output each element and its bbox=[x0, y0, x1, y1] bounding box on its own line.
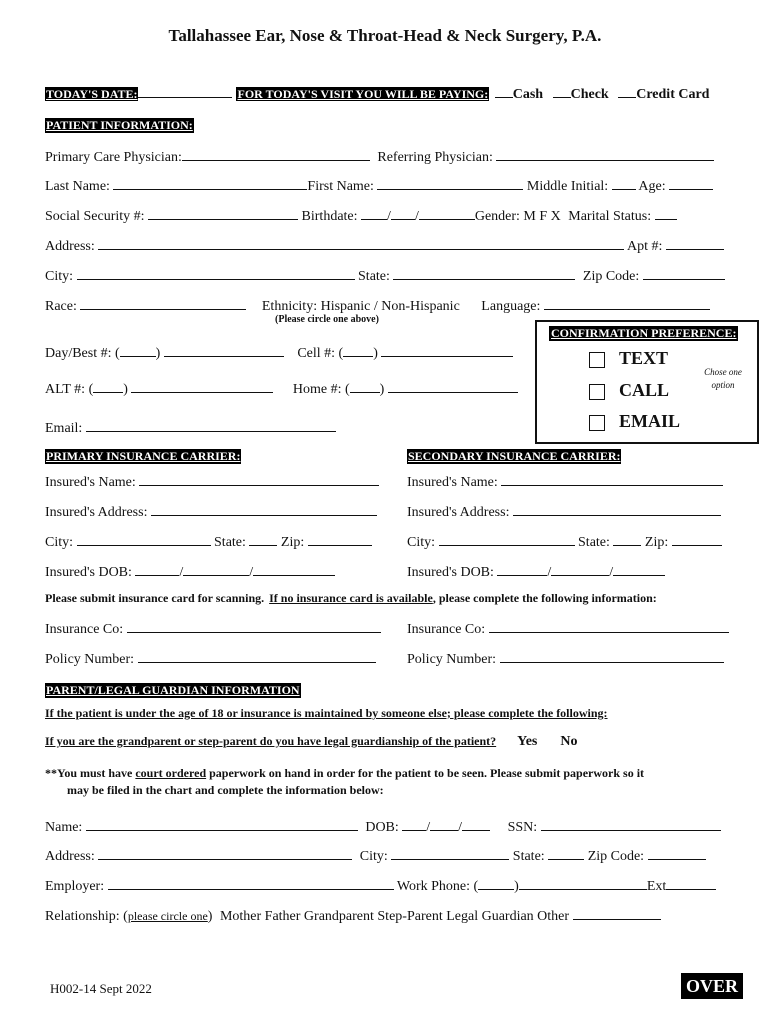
secondary-policy-field[interactable] bbox=[500, 649, 724, 663]
language-label: Language: bbox=[481, 299, 541, 314]
first-name-label: First Name: bbox=[307, 179, 374, 194]
submit-card-text: Please submit insurance card for scanning. bbox=[45, 591, 265, 605]
primary-city-row bbox=[45, 532, 372, 551]
court-order-line2: may be filed in the chart and complete the information below: bbox=[67, 783, 384, 797]
primary-address-label: Insured's Address: bbox=[45, 505, 148, 520]
language-field[interactable] bbox=[544, 296, 710, 310]
zip-field[interactable] bbox=[643, 266, 725, 280]
guardian-dob-month[interactable] bbox=[402, 817, 426, 831]
call-checkbox[interactable] bbox=[589, 384, 605, 400]
text-checkbox[interactable] bbox=[589, 352, 605, 368]
guardian-state-label: State: bbox=[512, 849, 545, 864]
secondary-company-field[interactable] bbox=[489, 619, 729, 633]
insurance-note bbox=[45, 591, 657, 606]
primary-state-label: State: bbox=[214, 535, 246, 550]
guardian-dob-year[interactable] bbox=[462, 817, 490, 831]
employer-label: Employer: bbox=[45, 879, 105, 894]
apt-label: Apt #: bbox=[627, 239, 663, 254]
work-phone-paren: ) bbox=[514, 879, 519, 894]
city-row bbox=[45, 266, 725, 285]
court-pre: **You must have bbox=[45, 766, 136, 780]
email-field[interactable] bbox=[86, 418, 336, 432]
email-option[interactable] bbox=[589, 411, 680, 432]
guardian-dob-label: DOB: bbox=[365, 820, 399, 835]
cell-area-field[interactable] bbox=[343, 343, 373, 357]
confirmation-header: CONFIRMATION PREFERENCE: bbox=[551, 326, 737, 340]
guardian-state-field[interactable] bbox=[548, 846, 584, 860]
secondary-address-field-2[interactable] bbox=[609, 502, 721, 516]
secondary-dob-label: Insured's DOB: bbox=[407, 565, 494, 580]
court-order-note bbox=[45, 766, 644, 781]
daybest-area-field[interactable] bbox=[120, 343, 156, 357]
zip-label: Zip Code: bbox=[582, 269, 640, 284]
apt-field[interactable] bbox=[666, 236, 724, 250]
email-option-label: EMAIL bbox=[619, 411, 681, 431]
ext-field[interactable] bbox=[666, 876, 716, 890]
call-option-label: CALL bbox=[619, 380, 670, 400]
primary-zip-field[interactable] bbox=[308, 532, 372, 546]
secondary-name-label: Insured's Name: bbox=[407, 475, 498, 490]
secondary-company-row bbox=[407, 619, 729, 638]
guardian-name-row: Name: DOB: / / SSN: bbox=[45, 817, 721, 836]
birth-day-field[interactable] bbox=[391, 206, 415, 220]
employer-row bbox=[45, 876, 716, 895]
age-field[interactable] bbox=[669, 176, 713, 190]
page-title: Tallahassee Ear, Nose & Throat-Head & Neck Surgery, P.A. bbox=[168, 26, 602, 45]
ext-label: Ext bbox=[646, 879, 667, 894]
secondary-city-field[interactable] bbox=[439, 532, 575, 546]
referring-field[interactable] bbox=[496, 147, 714, 161]
primary-dob-day[interactable] bbox=[183, 562, 249, 576]
under-18-note: If the patient is under the age of 18 or insurance is maintained by someone else; please complete the following: bbox=[45, 706, 608, 720]
home-paren: ) bbox=[379, 382, 385, 397]
no-option[interactable]: No bbox=[560, 734, 578, 749]
middle-initial-label: Middle Initial: bbox=[526, 179, 609, 194]
secondary-address-row bbox=[407, 502, 721, 521]
email-row bbox=[45, 418, 336, 437]
work-phone-field[interactable] bbox=[519, 876, 647, 890]
race-field[interactable] bbox=[80, 296, 246, 310]
work-phone-label: Work Phone: ( bbox=[396, 879, 479, 894]
daybest-paren: ) bbox=[155, 346, 161, 361]
guardian-ssn-field[interactable] bbox=[541, 817, 721, 831]
city-field[interactable] bbox=[77, 266, 355, 280]
birthdate-label: Birthdate: bbox=[301, 209, 358, 224]
complete-info-text: , please complete the following information: bbox=[432, 591, 657, 605]
work-phone-area-field[interactable] bbox=[478, 876, 514, 890]
cell-paren: ) bbox=[373, 346, 378, 361]
primary-zip-label: Zip: bbox=[280, 535, 305, 550]
circle-note: (Please circle one above) bbox=[275, 314, 379, 325]
alt-row bbox=[45, 379, 518, 398]
employer-field[interactable] bbox=[108, 876, 394, 890]
grandparent-row bbox=[45, 734, 578, 750]
cash-blank[interactable] bbox=[495, 84, 513, 98]
daybest-field[interactable] bbox=[164, 343, 284, 357]
todays-date-field[interactable] bbox=[138, 84, 232, 98]
primary-company-label: Insurance Co: bbox=[45, 622, 124, 637]
home-field[interactable] bbox=[388, 379, 518, 393]
primary-dob-month[interactable] bbox=[135, 562, 179, 576]
secondary-dob-day[interactable] bbox=[551, 562, 609, 576]
secondary-zip-label: Zip: bbox=[644, 535, 669, 550]
form-code: H002-14 Sept 2022 bbox=[50, 981, 152, 996]
secondary-company-label: Insurance Co: bbox=[407, 622, 486, 637]
secondary-state-label: State: bbox=[578, 535, 610, 550]
address-row bbox=[45, 236, 724, 255]
guardian-address-row bbox=[45, 846, 706, 865]
address-label: Address: bbox=[45, 239, 95, 254]
alt-field[interactable] bbox=[131, 379, 273, 393]
alt-paren: ) bbox=[123, 382, 128, 397]
text-option[interactable] bbox=[589, 348, 668, 369]
age-label: Age: bbox=[638, 179, 666, 194]
city-label: City: bbox=[45, 269, 74, 284]
primary-dob-label: Insured's DOB: bbox=[45, 565, 132, 580]
guardian-address-label: Address: bbox=[45, 849, 95, 864]
address-field[interactable] bbox=[98, 236, 624, 250]
credit-card-blank[interactable] bbox=[618, 84, 636, 98]
marital-field[interactable] bbox=[655, 206, 677, 220]
gender-label: Gender: M F X bbox=[474, 209, 561, 224]
secondary-city-label: City: bbox=[407, 535, 436, 550]
state-label: State: bbox=[358, 269, 390, 284]
primary-policy-label: Policy Number: bbox=[45, 652, 135, 667]
last-name-field[interactable] bbox=[113, 176, 307, 190]
court-post: paperwork on hand in order for the patient to be seen. Please submit paperwork so it bbox=[206, 766, 645, 780]
confirmation-box bbox=[535, 320, 759, 444]
primary-company-field[interactable] bbox=[127, 619, 381, 633]
alt-area-field[interactable] bbox=[93, 379, 123, 393]
relationship-paren: ) bbox=[207, 909, 213, 924]
relationship-options[interactable]: Mother Father Grandparent Step-Parent Legal Guardian Other bbox=[219, 909, 570, 924]
guardian-name-label: Name: bbox=[45, 820, 83, 835]
primary-policy-field[interactable] bbox=[138, 649, 376, 663]
pcp-row bbox=[45, 147, 714, 166]
pcp-field[interactable] bbox=[182, 147, 370, 161]
middle-initial-field[interactable] bbox=[612, 176, 636, 190]
secondary-city-row bbox=[407, 532, 722, 551]
guardian-header: PARENT/LEGAL GUARDIAN INFORMATION bbox=[46, 683, 300, 697]
primary-city-field[interactable] bbox=[77, 532, 211, 546]
patient-info-header: PATIENT INFORMATION: bbox=[46, 118, 193, 132]
ssn-row: Social Security #: Birthdate: / / Gender: M F X Marital Status: bbox=[45, 206, 677, 225]
secondary-address-label: Insured's Address: bbox=[407, 505, 510, 520]
name-row bbox=[45, 176, 713, 195]
email-checkbox[interactable] bbox=[589, 415, 605, 431]
guardian-city-label: City: bbox=[359, 849, 388, 864]
check-blank[interactable] bbox=[553, 84, 571, 98]
alt-label: ALT #: ( bbox=[45, 382, 94, 397]
cell-label: Cell #: ( bbox=[297, 346, 344, 361]
cell-field[interactable] bbox=[381, 343, 513, 357]
primary-name-field[interactable] bbox=[139, 472, 379, 486]
ssn-label: Social Security #: bbox=[45, 209, 145, 224]
pcp-label: Primary Care Physician: bbox=[45, 150, 182, 165]
daybest-row bbox=[45, 343, 513, 362]
birth-year-field[interactable] bbox=[419, 206, 475, 220]
guardian-ssn-label: SSN: bbox=[507, 820, 538, 835]
state-field[interactable] bbox=[393, 266, 575, 280]
home-area-field[interactable] bbox=[350, 379, 380, 393]
last-name-label: Last Name: bbox=[45, 179, 110, 194]
primary-insurance-header: PRIMARY INSURANCE CARRIER: bbox=[46, 449, 241, 463]
guardian-zip-label: Zip Code: bbox=[587, 849, 645, 864]
primary-address-field[interactable] bbox=[151, 502, 377, 516]
ethnicity-label: Ethnicity: Hispanic / Non-Hispanic bbox=[261, 299, 460, 314]
text-option-label: TEXT bbox=[619, 348, 669, 368]
secondary-state-field[interactable] bbox=[613, 532, 641, 546]
secondary-dob-year[interactable] bbox=[613, 562, 665, 576]
no-card-text: If no insurance card is available bbox=[269, 591, 433, 605]
primary-dob-year[interactable] bbox=[253, 562, 335, 576]
secondary-dob-month[interactable] bbox=[497, 562, 547, 576]
credit-card-option: Credit Card bbox=[636, 87, 710, 102]
primary-company-row bbox=[45, 619, 381, 638]
guardian-dob-day[interactable] bbox=[430, 817, 458, 831]
secondary-policy-row bbox=[407, 649, 724, 668]
secondary-policy-label: Policy Number: bbox=[407, 652, 497, 667]
race-label: Race: bbox=[45, 299, 77, 314]
daybest-label: Day/Best #: ( bbox=[45, 346, 120, 361]
secondary-address-field-1[interactable] bbox=[513, 502, 609, 516]
call-option[interactable] bbox=[589, 380, 669, 401]
secondary-name-field[interactable] bbox=[501, 472, 723, 486]
yes-option[interactable]: Yes bbox=[517, 734, 538, 749]
primary-state-field[interactable] bbox=[249, 532, 277, 546]
guardian-name-field[interactable] bbox=[86, 817, 358, 831]
guardian-address-field[interactable] bbox=[98, 846, 352, 860]
check-option: Check bbox=[570, 87, 609, 102]
first-name-field[interactable] bbox=[377, 176, 523, 190]
chose-one-note: Chose one option bbox=[704, 367, 742, 390]
birth-month-field[interactable] bbox=[361, 206, 387, 220]
cash-option: Cash bbox=[512, 87, 544, 102]
referring-label: Referring Physician: bbox=[377, 150, 493, 165]
relationship-row bbox=[45, 906, 661, 925]
over-label: OVER bbox=[681, 973, 743, 999]
guardian-city-field[interactable] bbox=[391, 846, 509, 860]
primary-dob-row: Insured's DOB: / / bbox=[45, 562, 335, 581]
paying-label: FOR TODAY'S VISIT YOU WILL BE PAYING: bbox=[237, 87, 489, 101]
home-label: Home #: ( bbox=[292, 382, 350, 397]
todays-date-label: TODAY'S DATE: bbox=[46, 87, 138, 101]
secondary-dob-row: Insured's DOB: / / bbox=[407, 562, 665, 581]
other-field[interactable] bbox=[573, 906, 661, 920]
relationship-label: Relationship: ( bbox=[45, 909, 128, 924]
circle-one-text: please circle one bbox=[127, 909, 208, 923]
primary-policy-row bbox=[45, 649, 376, 668]
guardian-zip-field[interactable] bbox=[648, 846, 706, 860]
secondary-name-row bbox=[407, 472, 723, 491]
email-label: Email: bbox=[45, 421, 83, 436]
court-ordered: court ordered bbox=[135, 766, 207, 780]
primary-city-label: City: bbox=[45, 535, 74, 550]
primary-name-row bbox=[45, 472, 379, 491]
primary-address-row bbox=[45, 502, 377, 521]
grandparent-question: If you are the grandparent or step-parent do you have legal guardianship of the patient? bbox=[45, 734, 497, 748]
primary-name-label: Insured's Name: bbox=[45, 475, 136, 490]
ssn-field[interactable] bbox=[148, 206, 298, 220]
payment-line bbox=[45, 84, 709, 103]
secondary-zip-field[interactable] bbox=[672, 532, 722, 546]
secondary-insurance-header: SECONDARY INSURANCE CARRIER: bbox=[408, 449, 621, 463]
race-row bbox=[45, 296, 710, 315]
marital-label: Marital Status: bbox=[568, 209, 652, 224]
